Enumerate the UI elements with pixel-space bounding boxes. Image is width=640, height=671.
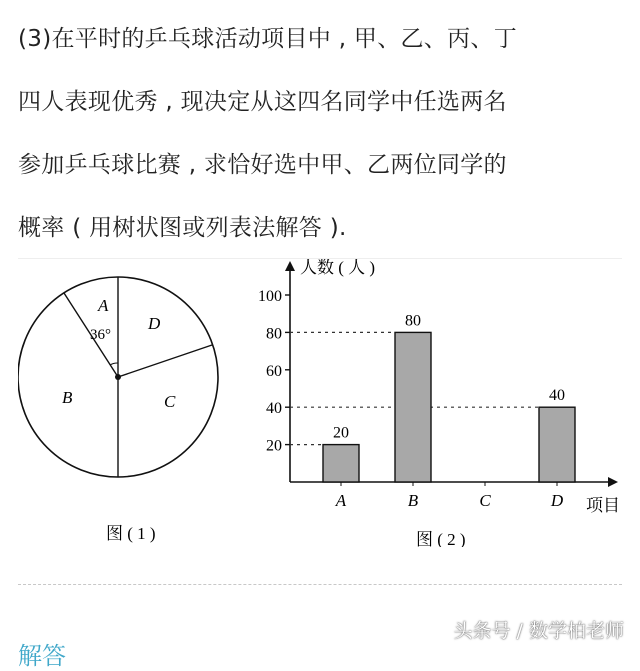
x-tick-label: A bbox=[335, 491, 347, 510]
x-tick-label: D bbox=[550, 491, 564, 510]
dashed-separator bbox=[18, 584, 622, 585]
bar bbox=[395, 332, 431, 482]
bar-chart bbox=[258, 259, 620, 547]
x-tick-label: C bbox=[479, 491, 491, 510]
pie-figure bbox=[18, 277, 218, 543]
y-tick-label: 80 bbox=[266, 325, 282, 343]
x-axis-arrow bbox=[608, 477, 618, 487]
question-line: 参加乒乓球比赛 , 求恰好选中甲、乙两位同学的 bbox=[18, 152, 507, 178]
figure-panel bbox=[18, 258, 622, 547]
sector-label-d: D bbox=[148, 314, 161, 333]
pie-center-dot bbox=[115, 374, 121, 380]
bar-data-label: 20 bbox=[333, 424, 349, 442]
y-axis-arrow bbox=[285, 261, 295, 271]
bar bbox=[539, 407, 575, 482]
sector-label-a: A bbox=[98, 296, 109, 315]
y-axis-label: 人数 ( 人 ) bbox=[300, 259, 376, 277]
y-tick-label: 20 bbox=[266, 437, 282, 455]
figures-svg bbox=[18, 259, 622, 547]
y-tick-label: 40 bbox=[266, 400, 282, 418]
bar-data-label: 80 bbox=[405, 312, 421, 330]
question-line: 四人表现优秀 , 现决定从这四名同学中任选两名 bbox=[18, 89, 507, 115]
question-line: (3)在平时的乒乓球活动项目中 , 甲、乙、丙、丁 bbox=[18, 26, 518, 52]
answer-label: 解答 bbox=[18, 642, 66, 670]
question-text bbox=[18, 8, 628, 260]
figure2-caption: 图 ( 2 ) bbox=[416, 530, 466, 547]
y-tick-label: 60 bbox=[266, 362, 282, 380]
bar-data-label: 40 bbox=[549, 387, 565, 405]
angle-label: 36° bbox=[90, 327, 111, 343]
y-tick-label: 100 bbox=[258, 288, 282, 305]
x-axis-label: 项目 bbox=[586, 496, 620, 515]
question-line: 概率 ( 用树状图或列表法解答 ). bbox=[18, 215, 347, 241]
sector-label-c: C bbox=[164, 392, 176, 411]
sector-label-b: B bbox=[62, 388, 73, 407]
bar bbox=[323, 445, 359, 482]
watermark: 头条号 / 数学柏老师 bbox=[453, 620, 624, 642]
x-tick-label: B bbox=[407, 491, 419, 510]
figure1-caption: 图 ( 1 ) bbox=[106, 524, 156, 543]
